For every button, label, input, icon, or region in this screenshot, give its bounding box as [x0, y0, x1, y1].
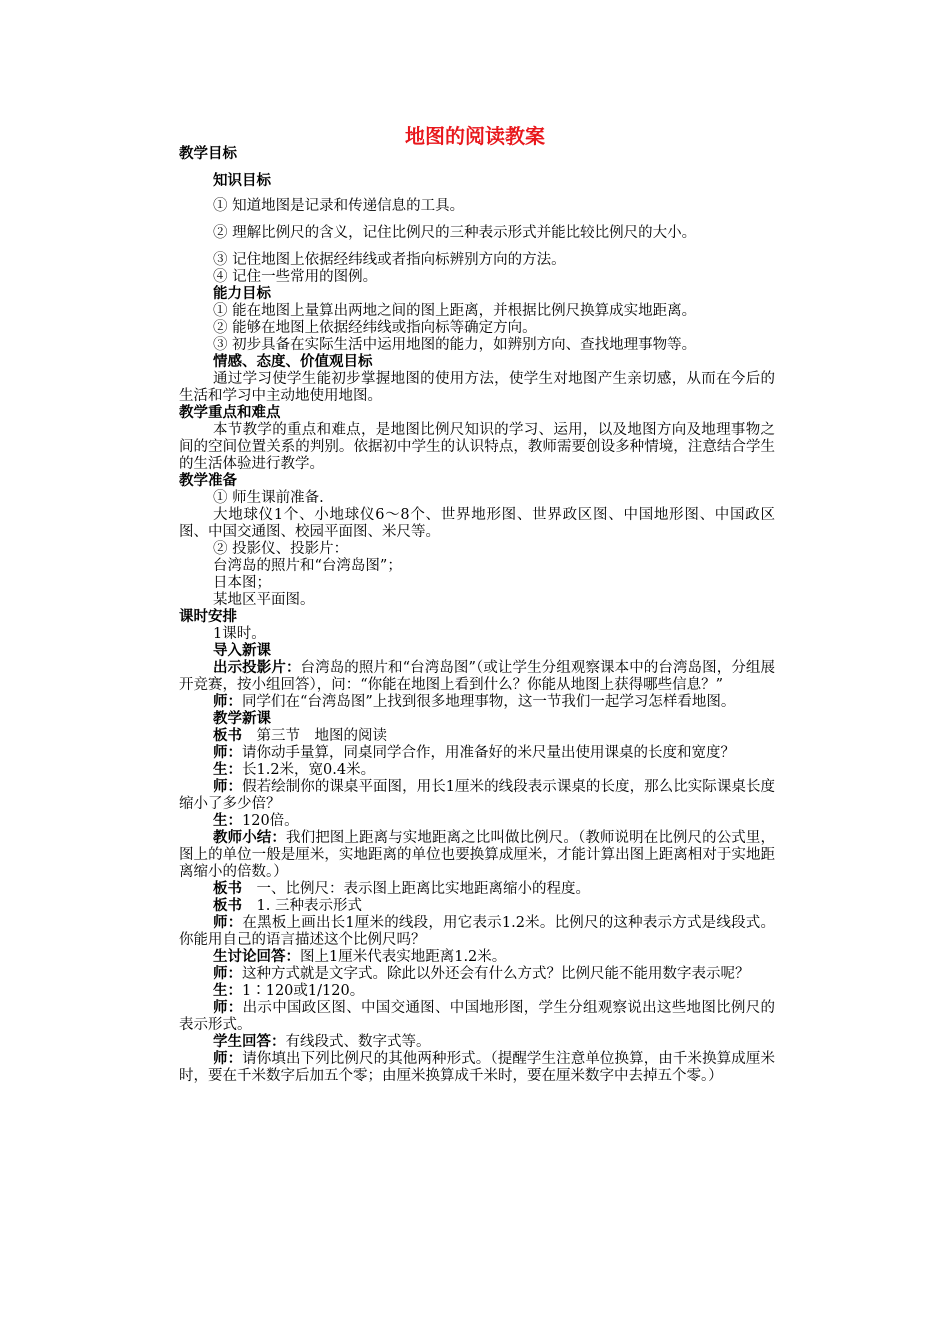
paragraph-text: 有线段式、数字式等。 — [285, 1034, 431, 1050]
schedule-text: 1课时。 — [213, 626, 266, 642]
lesson-paragraph — [179, 983, 775, 1000]
paragraph-text: 一、比例尺：表示图上距离比实地距离缩小的程度。 — [242, 881, 590, 897]
speaker-label: 师： — [213, 779, 243, 795]
speaker-label: 板书 — [213, 728, 242, 744]
paragraph-text: 图上1厘米代表实地距离1.2米。 — [300, 949, 507, 965]
speaker-label: 出示投影片： — [213, 660, 301, 676]
heading-new-lesson: 教学新课 — [213, 711, 271, 727]
heading-schedule: 课时安排 — [179, 609, 237, 625]
document-body — [179, 146, 775, 1085]
speaker-label: 生： — [213, 983, 242, 999]
speaker-label: 师： — [213, 745, 242, 761]
paragraph-text: 出示中国政区图、中国交通图、中国地形图，学生分组观察说出这些地图比例尺的表示形式。 — [179, 1000, 776, 1033]
speaker-label: 板书 — [213, 898, 242, 914]
lesson-paragraph — [179, 728, 775, 745]
paragraph-text: 假若绘制你的课桌平面图，用长1厘米的线段表示课桌的长度，那么比实际课桌长度缩小了多少倍？ — [179, 779, 775, 812]
speaker-label: 师： — [213, 1051, 243, 1067]
paragraph-text: 台湾岛的照片和“台湾岛图”（或让学生分组观察课本中的台湾岛图，分组展开竞赛，按小组回答），问：“你能在地图上看到什么？你能从地图上获得哪些信息？” — [179, 660, 775, 693]
lesson-paragraph — [179, 762, 775, 779]
preparation-line: 某地区平面图。 — [213, 592, 315, 608]
preparation-line: 日本图； — [213, 575, 271, 591]
paragraph-text: 在黑板上画出长1厘米的线段，用它表示1.2米。比例尺的这种表示方式是线段式。你能用自己的语言描述这个比例尺吗？ — [179, 915, 775, 948]
paragraph-text: 请你动手量算，同桌同学合作，用准备好的米尺量出使用课桌的长度和宽度？ — [242, 745, 735, 761]
lesson-paragraph — [179, 813, 775, 830]
lesson-paragraph — [179, 949, 775, 966]
speaker-label: 生讨论回答： — [213, 949, 300, 965]
paragraph-text: 1∶120或1/120。 — [242, 983, 365, 999]
speaker-label: 师： — [213, 1000, 243, 1016]
paragraph-text: 第三节 地图的阅读 — [242, 728, 387, 744]
heading-objectives: 教学目标 — [179, 146, 237, 162]
lesson-paragraph — [179, 898, 775, 915]
paragraph-text: 长1.2米，宽0.4米。 — [242, 762, 376, 778]
ability-item: ③ 初步具备在实际生活中运用地图的能力，如辨别方向、查找地理事物等。 — [213, 337, 697, 353]
knowledge-item: ④ 记住一些常用的图例。 — [213, 269, 378, 285]
heading-ability: 能力目标 — [213, 286, 271, 302]
lesson-paragraph — [179, 915, 775, 949]
knowledge-item: ③ 记住地图上依据经纬线或者指向标辨别方向的方法。 — [213, 252, 566, 268]
speaker-label: 生： — [213, 762, 242, 778]
lesson-paragraph — [179, 830, 775, 881]
heading-knowledge: 知识目标 — [213, 173, 271, 189]
heading-preparation: 教学准备 — [179, 473, 237, 489]
lesson-dialogue — [179, 728, 775, 1085]
preparation-item: ① 师生课前准备. — [213, 490, 324, 506]
lesson-paragraph — [179, 779, 775, 813]
heading-key-points: 教学重点和难点 — [179, 405, 281, 421]
heading-emotion: 情感、态度、价值观目标 — [213, 354, 373, 370]
preparation-line: 台湾岛的照片和“台湾岛图”； — [213, 558, 402, 574]
speaker-label: 师： — [213, 694, 242, 710]
key-points-text: 本节教学的重点和难点，是地图比例尺知识的学习、运用，以及地图方向及地理事物之间的空间位置关系的判别。依据初中学生的认识特点，教师需要创设多种情境，注意结合学生的生活体验进行教学。 — [179, 422, 775, 472]
paragraph-text: 同学们在“台湾岛图”上找到很多地理事物，这一节我们一起学习怎样看地图。 — [242, 694, 736, 710]
knowledge-item: ① 知道地图是记录和传递信息的工具。 — [213, 198, 465, 214]
lesson-paragraph — [179, 966, 775, 983]
paragraph-text: 我们把图上距离与实地距离之比叫做比例尺。（教师说明在比例尺的公式里，图上的单位一般是厘米，实地距离的单位也要换算成厘米，才能计算出图上距离相对于实地距离缩小的倍数。） — [179, 830, 776, 880]
intro-paragraph — [179, 694, 775, 711]
speaker-label: 师： — [213, 915, 243, 931]
lesson-paragraph — [179, 881, 775, 898]
intro-paragraph — [179, 660, 775, 694]
paragraph-text: 120倍。 — [242, 813, 299, 829]
paragraph-text: 这种方式就是文字式。除此以外还会有什么方式？比例尺能不能用数字表示呢？ — [242, 966, 750, 982]
document-title: 地图的阅读教案 — [405, 124, 545, 148]
speaker-label: 学生回答： — [213, 1034, 286, 1050]
paragraph-text: 1. 三种表示形式 — [242, 898, 362, 914]
knowledge-item: ② 理解比例尺的含义，记住比例尺的三种表示形式并能比较比例尺的大小。 — [213, 225, 697, 241]
speaker-label: 师： — [213, 966, 242, 982]
paragraph-text: 请你填出下列比例尺的其他两种形式。（提醒学生注意单位换算，由千米换算成厘米时，要在千米数字后加五个零；由厘米换算成千米时，要在厘米数字中去掉五个零。） — [179, 1051, 776, 1084]
lesson-paragraph — [179, 1051, 775, 1085]
lesson-paragraph — [179, 1000, 775, 1034]
speaker-label: 板书 — [213, 881, 242, 897]
heading-intro: 导入新课 — [213, 643, 271, 659]
emotion-text: 通过学习使学生能初步掌握地图的使用方法，使学生对地图产生亲切感，从而在今后的生活和学习中主动地使用地图。 — [179, 371, 775, 404]
preparation-materials: 大地球仪1个、小地球仪6～8个、世界地形图、世界政区图、中国地形图、中国政区图、中国交通图、校园平面图、米尺等。 — [179, 507, 775, 540]
preparation-item: ② 投影仪、投影片： — [213, 541, 349, 557]
ability-item: ① 能在地图上量算出两地之间的图上距离，并根据比例尺换算成实地距离。 — [213, 303, 697, 319]
lesson-paragraph — [179, 745, 775, 762]
speaker-label: 生： — [213, 813, 242, 829]
lesson-paragraph — [179, 1034, 775, 1051]
ability-item: ② 能够在地图上依据经纬线或指向标等确定方向。 — [213, 320, 537, 336]
speaker-label: 教师小结： — [213, 830, 286, 846]
